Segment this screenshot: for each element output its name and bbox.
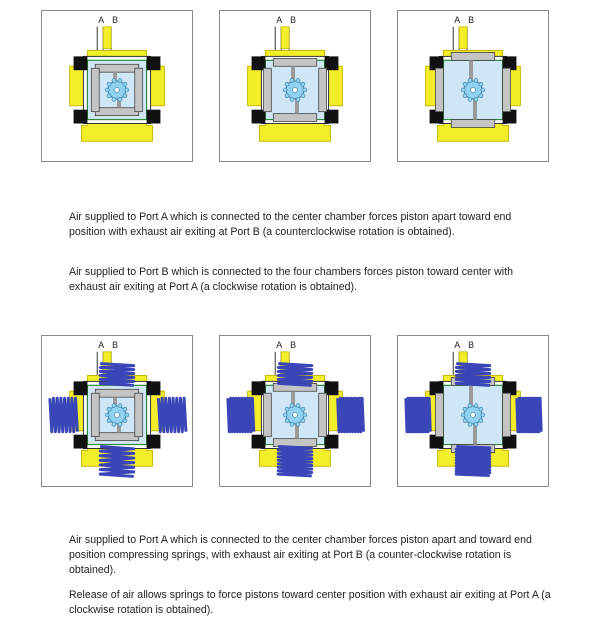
pinion-gear [283, 404, 307, 427]
spring-coil [456, 364, 490, 386]
port-a-label: A [276, 339, 283, 350]
end-cap [147, 110, 161, 124]
pinion-tooth [301, 419, 305, 423]
pinion-tooth [303, 413, 307, 417]
spring-coil [228, 398, 254, 432]
port-b-label: B [468, 14, 474, 25]
pinion-tooth [283, 413, 287, 417]
caption-double-acting-port-a: Air supplied to Port A which is connected to the center chamber forces piston apart toward end position with exhaust air exiting at Port B (a counterclockwise rotation is obtained). [69, 211, 512, 238]
port-b-label: B [112, 14, 118, 25]
pinion-tooth [463, 407, 467, 411]
end-cap [147, 381, 161, 395]
pinion-tooth [481, 413, 485, 417]
pinion-tooth [301, 82, 305, 86]
pinion-tooth [479, 94, 483, 98]
caption-spring-return-release: Release of air allows springs to force pistons toward center position with exhaust air exiting at Port A (a clockwise rotation is obtained). [69, 589, 551, 616]
actuator-panel-double-acting-center [41, 10, 193, 162]
piston [95, 433, 138, 441]
pinion-tooth [481, 88, 485, 92]
port-a-label: A [454, 339, 461, 350]
pinion-gear [283, 79, 307, 102]
pinion-tooth [112, 404, 116, 408]
pinion-tooth [474, 422, 478, 426]
spring-coil [338, 398, 364, 432]
port-a-label: A [98, 339, 105, 350]
port-block [281, 27, 289, 49]
pinion-tooth [468, 404, 472, 408]
pinion-tooth [118, 422, 122, 426]
pinion-shaft [115, 412, 120, 417]
actuator-panel-spring-return-end [397, 335, 549, 487]
port-b-label: B [468, 339, 474, 350]
port-b-label: B [290, 14, 296, 25]
pinion-gear [461, 404, 485, 427]
end-cap [147, 435, 161, 449]
piston [451, 52, 494, 60]
spring-coil [456, 447, 490, 476]
spring-coil [278, 447, 312, 476]
pinion-tooth [118, 79, 122, 83]
port-a-label: A [454, 14, 461, 25]
actuator-diagram [42, 336, 192, 486]
spring-coil [517, 398, 541, 432]
piston [135, 68, 143, 111]
pinion-tooth [290, 97, 294, 101]
spring-coil [406, 398, 430, 432]
actuator-diagram [42, 11, 192, 161]
pinion-tooth [301, 94, 305, 98]
pinion-shaft [471, 87, 476, 92]
pinion-tooth [296, 422, 300, 426]
piston [436, 393, 444, 436]
pinion-tooth [285, 94, 289, 98]
pinion-tooth [479, 419, 483, 423]
caption-double-acting-port-b: Air supplied to Port B which is connected to the four chambers forces piston toward center with exhaust air exiting at Port A (a clockwise rotation is obtained). [69, 266, 513, 293]
pinion-tooth [123, 407, 127, 411]
piston [451, 120, 494, 128]
spring-coil [50, 398, 77, 432]
pinion-tooth [107, 94, 111, 98]
actuator-diagram [220, 11, 370, 161]
pinion-tooth [285, 419, 289, 423]
end-cap [147, 56, 161, 70]
pinion-tooth [118, 404, 122, 408]
port-block [459, 27, 467, 49]
pinion-tooth [479, 82, 483, 86]
pinion-tooth [112, 97, 116, 101]
pinion-shaft [115, 87, 120, 92]
pinion-tooth [112, 79, 116, 83]
pinion-tooth [468, 97, 472, 101]
spring-coil [158, 398, 185, 432]
pinion-tooth [303, 88, 307, 92]
pinion-tooth [301, 407, 305, 411]
pinion-gear [105, 79, 129, 102]
piston [91, 68, 99, 111]
pinion-tooth [123, 419, 127, 423]
pinion-tooth [474, 79, 478, 83]
pinion-tooth [296, 79, 300, 83]
pinion-tooth [463, 94, 467, 98]
piston [319, 393, 327, 436]
piston [95, 108, 138, 116]
caption-spring-return-port-a: Air supplied to Port A which is connected to the center chamber forces piston apart and toward end position compressing springs, with exhaust air exiting at Port B (a counter-clockwise rotation is obtained). [69, 534, 532, 576]
port-b-label: B [112, 339, 118, 350]
pinion-tooth [461, 413, 465, 417]
piston [135, 393, 143, 436]
pinion-tooth [296, 404, 300, 408]
port-b-label: B [290, 339, 296, 350]
pinion-tooth [479, 407, 483, 411]
pinion-tooth [463, 419, 467, 423]
pinion-tooth [107, 82, 111, 86]
pinion-tooth [105, 413, 109, 417]
pinion-tooth [125, 88, 129, 92]
pinion-tooth [123, 94, 127, 98]
actuator-panel-double-acting-mid [219, 10, 371, 162]
piston [319, 68, 327, 111]
pinion-tooth [105, 88, 109, 92]
pinion-tooth [474, 404, 478, 408]
pinion-tooth [123, 82, 127, 86]
end-cap [74, 56, 88, 70]
piston [91, 393, 99, 436]
pinion-tooth [474, 97, 478, 101]
pinion-shaft [293, 412, 298, 417]
piston [273, 58, 316, 66]
end-cap [74, 381, 88, 395]
piston [263, 393, 271, 436]
port-a-label: A [276, 14, 283, 25]
pinion-tooth [463, 82, 467, 86]
actuator-panel-double-acting-end [397, 10, 549, 162]
pinion-gear [461, 79, 485, 102]
pinion-shaft [471, 412, 476, 417]
actuator-diagram [398, 11, 548, 161]
pinion-tooth [283, 88, 287, 92]
pinion-tooth [285, 82, 289, 86]
pinion-gear [105, 404, 129, 427]
port-block [103, 27, 111, 49]
pinion-tooth [290, 404, 294, 408]
actuator-panel-spring-return-mid [219, 335, 371, 487]
actuator-diagram [398, 336, 548, 486]
pinion-tooth [296, 97, 300, 101]
piston [95, 64, 138, 72]
pinion-tooth [112, 422, 116, 426]
pinion-tooth [468, 422, 472, 426]
piston [503, 68, 511, 111]
piston [95, 389, 138, 397]
pinion-tooth [285, 407, 289, 411]
piston [273, 114, 316, 122]
pinion-tooth [290, 422, 294, 426]
end-cap [74, 435, 88, 449]
actuator-diagram [220, 336, 370, 486]
piston [263, 68, 271, 111]
actuator-panel-spring-return-center [41, 335, 193, 487]
pinion-shaft [293, 87, 298, 92]
end-cap [74, 110, 88, 124]
port-a-label: A [98, 14, 105, 25]
pinion-tooth [118, 97, 122, 101]
piston [503, 393, 511, 436]
piston [436, 68, 444, 111]
pinion-tooth [107, 419, 111, 423]
pinion-tooth [107, 407, 111, 411]
pinion-tooth [290, 79, 294, 83]
pinion-tooth [468, 79, 472, 83]
pinion-tooth [125, 413, 129, 417]
spring-coil [278, 364, 312, 386]
spring-coil [100, 364, 134, 386]
pinion-tooth [461, 88, 465, 92]
